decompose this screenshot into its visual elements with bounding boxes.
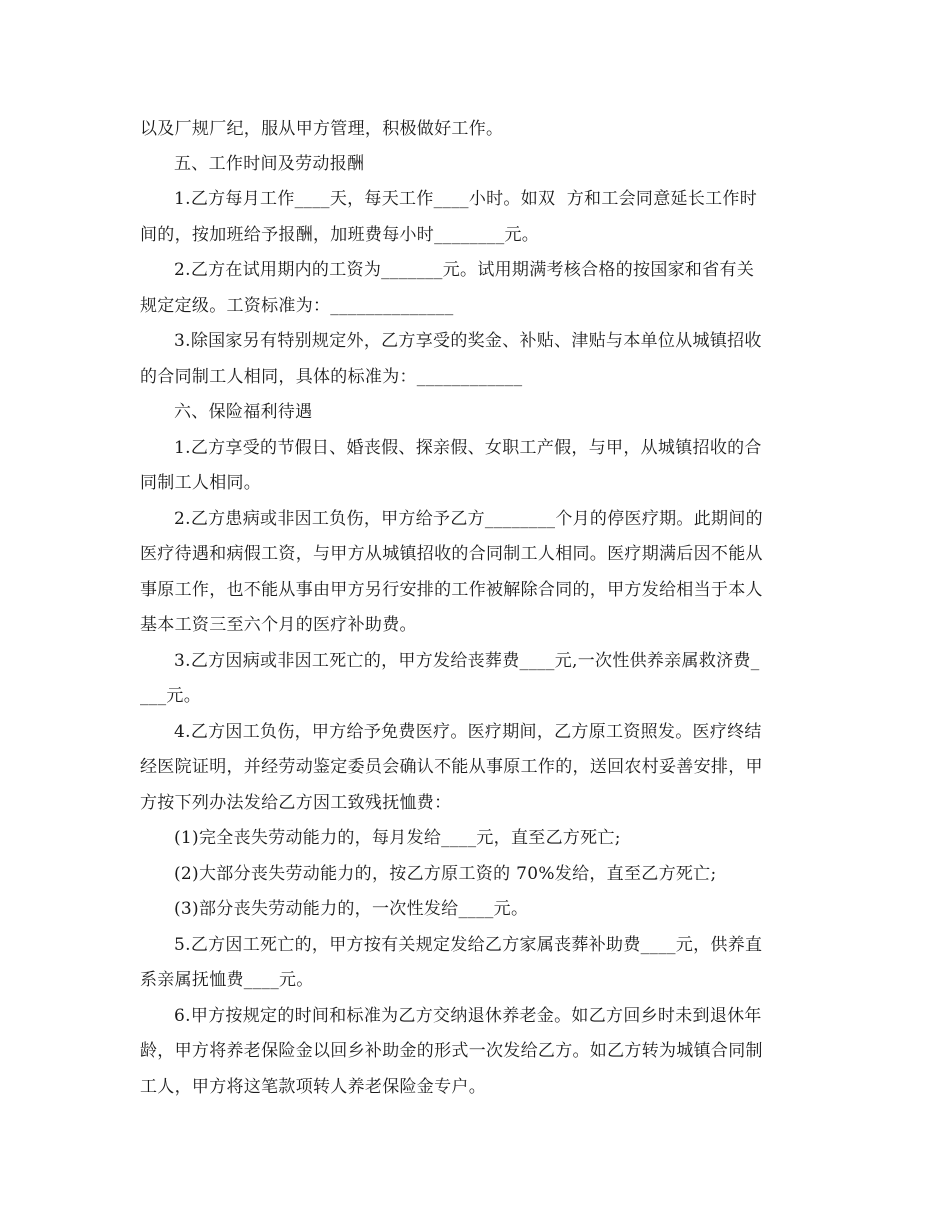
text-line: 系亲属抚恤费____元。 [140, 970, 314, 990]
text-line: 同制工人相同。 [140, 473, 262, 493]
text-line: 经医院证明，并经劳动鉴定委员会确认不能从事原工作的，送回农村妥善安排，甲 [140, 757, 763, 777]
text-line: 2.乙方在试用期内的工资为_______元。试用期满考核合格的按国家和省有关 [174, 260, 755, 280]
text-line: 的合同制工人相同，具体的标准为：____________ [140, 367, 523, 387]
text-line: 4.乙方因工负伤，甲方给予免费医疗。医疗期间，乙方原工资照发。医疗终结 [174, 722, 762, 742]
section-heading-work-time: 五、工作时间及劳动报酬 [174, 154, 365, 174]
text-line: 基本工资三至六个月的医疗补助费。 [140, 615, 417, 635]
text-line: (2)大部分丧失劳动能力的，按乙方原工资的 70%发给，直至乙方死亡; [174, 864, 717, 884]
text-line: 以及厂规厂纪，服从甲方管理，积极做好工作。 [140, 119, 504, 139]
text-line: 1.乙方每月工作____天，每天工作____小时。如双 方和工会同意延长工作时 [174, 189, 758, 209]
text-line: 工人，甲方将这笔款项转人养老保险金专户。 [140, 1077, 486, 1097]
section-heading-insurance: 六、保险福利待遇 [174, 402, 313, 422]
text-line: 6.甲方按规定的时间和标准为乙方交纳退休养老金。如乙方回乡时未到退休年 [174, 1006, 762, 1026]
text-line: (1)完全丧失劳动能力的，每月发给____元，直至乙方死亡; [174, 828, 621, 848]
text-line: ___元。 [140, 686, 201, 706]
text-line: 方按下列办法发给乙方因工致残抚恤费： [140, 793, 452, 813]
text-line: 3.除国家另有特别规定外，乙方享受的奖金、补贴、津贴与本单位从城镇招收 [174, 331, 762, 351]
text-line: 规定定级。工资标准为：______________ [140, 296, 454, 316]
text-line: 3.乙方因病或非因工死亡的，甲方发给丧葬费____元,一次性供养亲属救济费_ [174, 651, 760, 671]
text-line: (3)部分丧失劳动能力的，一次性发给____元。 [174, 899, 529, 919]
text-line: 间的，按加班给予报酬，加班费每小时________元。 [140, 225, 540, 245]
text-line: 2.乙方患病或非因工负伤，甲方给予乙方________个月的停医疗期。此期间的 [174, 509, 763, 529]
text-line: 医疗待遇和病假工资，与甲方从城镇招收的合同制工人相同。医疗期满后因不能从 [140, 544, 763, 564]
text-line: 1.乙方享受的节假日、婚丧假、探亲假、女职工产假，与甲，从城镇招收的合 [174, 438, 762, 458]
text-line: 龄，甲方将养老保险金以回乡补助金的形式一次发给乙方。如乙方转为城镇合同制 [140, 1041, 763, 1061]
text-line: 5.乙方因工死亡的，甲方按有关规定发给乙方家属丧葬补助费____元，供养直 [174, 935, 763, 955]
text-line: 事原工作，也不能从事由甲方另行安排的工作被解除合同的，甲方发给相当于本人 [140, 580, 763, 600]
